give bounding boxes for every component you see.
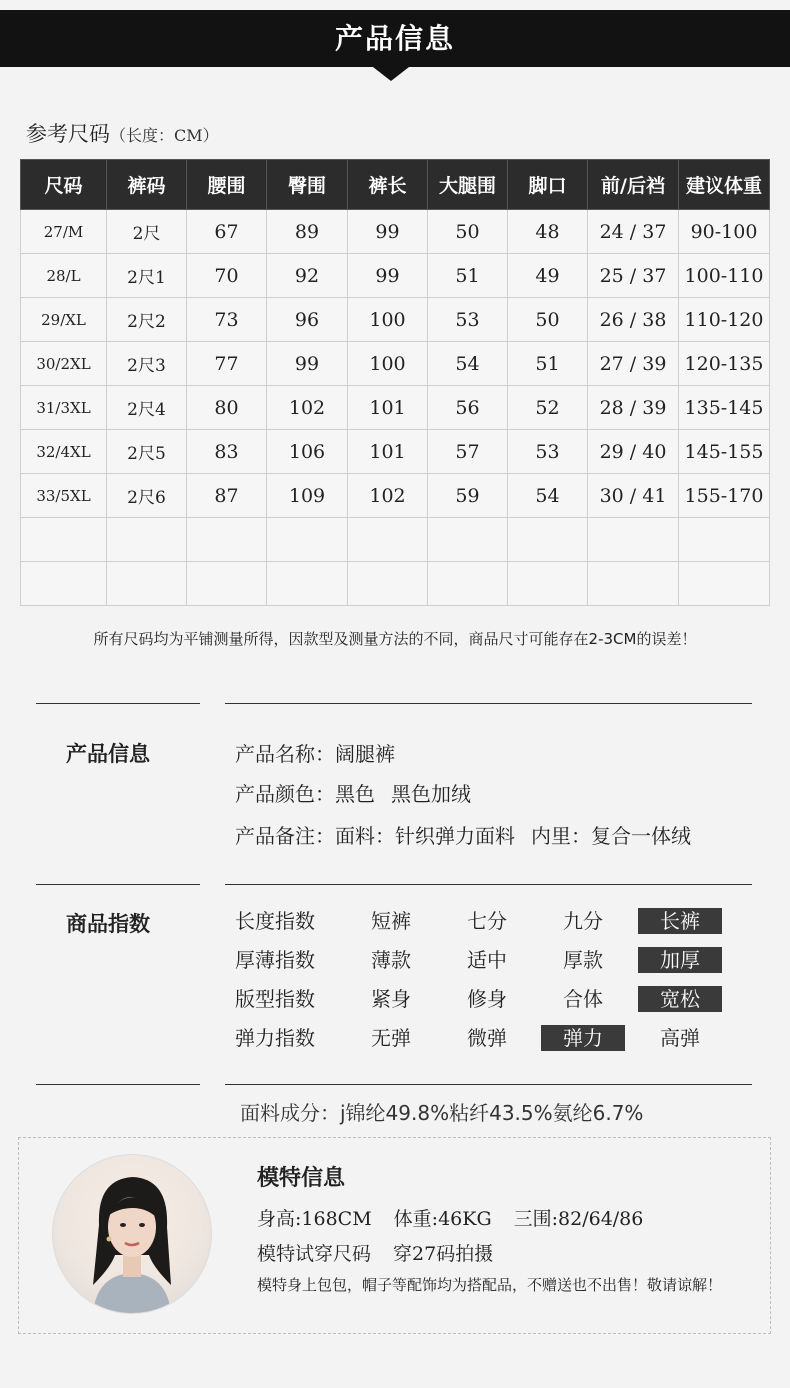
model-info-title: 模特信息 — [257, 1165, 346, 1191]
size-chart-cell: 2尺 — [107, 210, 187, 254]
size-chart-cell: 99 — [267, 342, 348, 386]
size-chart-cell: 92 — [267, 254, 348, 298]
size-chart-cell: 106 — [267, 430, 348, 474]
index-option: 合体 — [563, 987, 603, 1011]
size-chart-cell — [588, 518, 679, 562]
banner-arrow — [373, 67, 409, 81]
product-color-value: 黑色加绒 — [391, 782, 471, 806]
size-chart-cell: 27 / 39 — [588, 342, 679, 386]
size-chart-cell: 120-135 — [679, 342, 770, 386]
size-chart-cell: 102 — [267, 386, 348, 430]
index-option: 修身 — [467, 987, 507, 1011]
index-option: 适中 — [467, 948, 507, 972]
size-chart-cell: 30 / 41 — [588, 474, 679, 518]
model-size-row — [257, 1239, 493, 1266]
size-chart-title-text: 参考尺码 — [26, 122, 110, 146]
size-chart-cell: 25 / 37 — [588, 254, 679, 298]
size-chart-cell: 57 — [428, 430, 508, 474]
size-chart-cell: 51 — [508, 342, 588, 386]
index-row-label: 厚薄指数 — [235, 948, 315, 972]
model-height: 身高:168CM — [257, 1208, 372, 1230]
size-chart-cell: 2尺2 — [107, 298, 187, 342]
size-chart-cell: 2尺1 — [107, 254, 187, 298]
index-row-label: 弹力指数 — [235, 1026, 315, 1050]
size-chart-cell — [508, 518, 588, 562]
size-chart-header: 臀围 — [267, 160, 348, 210]
size-chart-cell: 33/5XL — [21, 474, 107, 518]
size-chart-cell: 77 — [187, 342, 267, 386]
product-remark-value: 内里：复合一体绒 — [531, 824, 691, 848]
size-chart-row — [21, 562, 770, 606]
size-chart-cell: 27/M — [21, 210, 107, 254]
size-chart-cell: 31/3XL — [21, 386, 107, 430]
product-color-label: 产品颜色： — [235, 782, 335, 806]
size-chart-title — [26, 118, 219, 148]
index-option: 七分 — [467, 909, 507, 933]
size-chart-cell: 90-100 — [679, 210, 770, 254]
fabric-composition: 面料成分：j锦纶49.8%粘纤43.5%氨纶6.7% — [240, 1101, 644, 1125]
size-chart-unit: （长度：CM） — [110, 126, 219, 145]
measurement-note: 所有尺码均为平铺测量所得，因款型及测量方法的不同，商品尺寸可能存在2-3CM的误差！ — [93, 630, 697, 648]
size-chart-cell: 51 — [428, 254, 508, 298]
index-option-selected: 长裤 — [638, 908, 722, 934]
size-chart-cell: 28 / 39 — [588, 386, 679, 430]
product-remark-row — [235, 820, 691, 849]
index-row-label: 版型指数 — [235, 987, 315, 1011]
size-chart-cell: 48 — [508, 210, 588, 254]
size-chart-cell: 54 — [428, 342, 508, 386]
size-chart-cell: 53 — [508, 430, 588, 474]
size-chart-cell — [588, 562, 679, 606]
size-chart-cell — [267, 562, 348, 606]
index-option-selected: 宽松 — [638, 986, 722, 1012]
size-chart-cell — [21, 562, 107, 606]
model-size-value: 穿27码拍摄 — [393, 1243, 494, 1265]
size-chart-header: 裤码 — [107, 160, 187, 210]
size-chart-cell — [508, 562, 588, 606]
size-chart-cell: 70 — [187, 254, 267, 298]
product-remark-value: 面料：针织弹力面料 — [335, 824, 515, 848]
size-chart-cell: 145-155 — [679, 430, 770, 474]
size-chart-cell: 96 — [267, 298, 348, 342]
size-chart-header: 前/后裆 — [588, 160, 679, 210]
size-chart-cell — [348, 562, 428, 606]
size-chart-cell: 56 — [428, 386, 508, 430]
model-note: 模特身上包包，帽子等配饰均为搭配品，不赠送也不出售！敬请谅解！ — [257, 1276, 723, 1294]
size-chart-cell: 54 — [508, 474, 588, 518]
model-avatar — [52, 1154, 212, 1314]
size-chart-cell: 100 — [348, 342, 428, 386]
size-chart-cell: 29/XL — [21, 298, 107, 342]
size-chart-cell: 87 — [187, 474, 267, 518]
index-row-label: 长度指数 — [235, 909, 315, 933]
size-chart-cell: 89 — [267, 210, 348, 254]
size-chart-header: 腰围 — [187, 160, 267, 210]
divider — [36, 884, 200, 885]
size-chart-cell: 2尺4 — [107, 386, 187, 430]
size-chart-cell: 53 — [428, 298, 508, 342]
size-chart-cell — [187, 518, 267, 562]
size-chart-cell: 2尺5 — [107, 430, 187, 474]
size-chart-table — [20, 159, 770, 606]
model-size-label: 模特试穿尺码 — [257, 1243, 372, 1265]
divider — [225, 1084, 752, 1085]
size-chart-cell: 24 / 37 — [588, 210, 679, 254]
size-chart-cell: 155-170 — [679, 474, 770, 518]
size-chart-cell — [679, 562, 770, 606]
size-chart-cell: 50 — [428, 210, 508, 254]
size-chart-header: 尺码 — [21, 160, 107, 210]
index-option-selected: 弹力 — [541, 1025, 625, 1051]
size-chart-header: 裤长 — [348, 160, 428, 210]
size-chart-cell: 50 — [508, 298, 588, 342]
index-option: 微弹 — [467, 1026, 507, 1050]
index-option-selected: 加厚 — [638, 947, 722, 973]
model-measurements: 三围:82/64/86 — [513, 1208, 644, 1230]
divider — [225, 703, 752, 704]
size-chart-cell — [21, 518, 107, 562]
size-chart-cell — [107, 562, 187, 606]
size-chart-row — [21, 518, 770, 562]
size-chart-row — [21, 474, 770, 518]
index-option: 厚款 — [563, 948, 603, 972]
size-chart-cell: 101 — [348, 386, 428, 430]
size-chart-cell: 59 — [428, 474, 508, 518]
size-chart-cell: 73 — [187, 298, 267, 342]
size-chart-cell: 32/4XL — [21, 430, 107, 474]
divider — [36, 1084, 200, 1085]
size-chart-header: 建议体重 — [679, 160, 770, 210]
size-chart-header: 大腿围 — [428, 160, 508, 210]
product-name-label: 产品名称： — [235, 742, 335, 766]
model-portrait-icon — [53, 1155, 211, 1313]
index-option: 九分 — [563, 909, 603, 933]
size-chart-cell: 29 / 40 — [588, 430, 679, 474]
product-name-row — [235, 738, 395, 767]
size-chart-cell — [679, 518, 770, 562]
model-weight: 体重:46KG — [393, 1208, 492, 1230]
size-chart-row — [21, 386, 770, 430]
size-chart-row — [21, 254, 770, 298]
size-chart-cell: 26 / 38 — [588, 298, 679, 342]
size-chart-cell — [428, 562, 508, 606]
size-chart-cell — [428, 518, 508, 562]
size-chart-cell: 99 — [348, 210, 428, 254]
size-chart-row — [21, 298, 770, 342]
product-name-value: 阔腿裤 — [335, 742, 395, 766]
size-chart-cell — [348, 518, 428, 562]
index-option: 无弹 — [371, 1026, 411, 1050]
size-chart-cell: 67 — [187, 210, 267, 254]
size-chart-cell: 49 — [508, 254, 588, 298]
size-chart-cell: 2尺3 — [107, 342, 187, 386]
size-chart-row — [21, 210, 770, 254]
size-chart-cell: 83 — [187, 430, 267, 474]
product-info-label: 产品信息 — [66, 741, 150, 766]
index-option: 高弹 — [660, 1026, 700, 1050]
index-option: 薄款 — [371, 948, 411, 972]
size-chart-cell — [107, 518, 187, 562]
product-index-label: 商品指数 — [66, 911, 150, 936]
size-chart-header: 脚口 — [508, 160, 588, 210]
index-option: 短裤 — [371, 909, 411, 933]
size-chart-cell: 2尺6 — [107, 474, 187, 518]
page-banner: 产品信息 — [0, 10, 790, 67]
size-chart-cell — [267, 518, 348, 562]
divider — [36, 703, 200, 704]
size-chart-cell: 101 — [348, 430, 428, 474]
divider — [225, 884, 752, 885]
product-color-row — [235, 778, 471, 807]
index-option: 紧身 — [371, 987, 411, 1011]
size-chart-cell — [187, 562, 267, 606]
product-remark-label: 产品备注： — [235, 824, 335, 848]
size-chart-header-row — [21, 160, 770, 210]
size-chart-row — [21, 430, 770, 474]
size-chart-cell: 135-145 — [679, 386, 770, 430]
size-chart-cell: 110-120 — [679, 298, 770, 342]
size-chart-cell: 109 — [267, 474, 348, 518]
size-chart-cell: 28/L — [21, 254, 107, 298]
size-chart-cell: 30/2XL — [21, 342, 107, 386]
size-chart-cell: 100 — [348, 298, 428, 342]
size-chart-row — [21, 342, 770, 386]
size-chart-cell: 52 — [508, 386, 588, 430]
size-chart-cell: 102 — [348, 474, 428, 518]
size-chart-cell: 80 — [187, 386, 267, 430]
size-chart-cell: 100-110 — [679, 254, 770, 298]
size-chart-cell: 99 — [348, 254, 428, 298]
product-color-value: 黑色 — [335, 782, 375, 806]
model-stats — [257, 1204, 643, 1231]
